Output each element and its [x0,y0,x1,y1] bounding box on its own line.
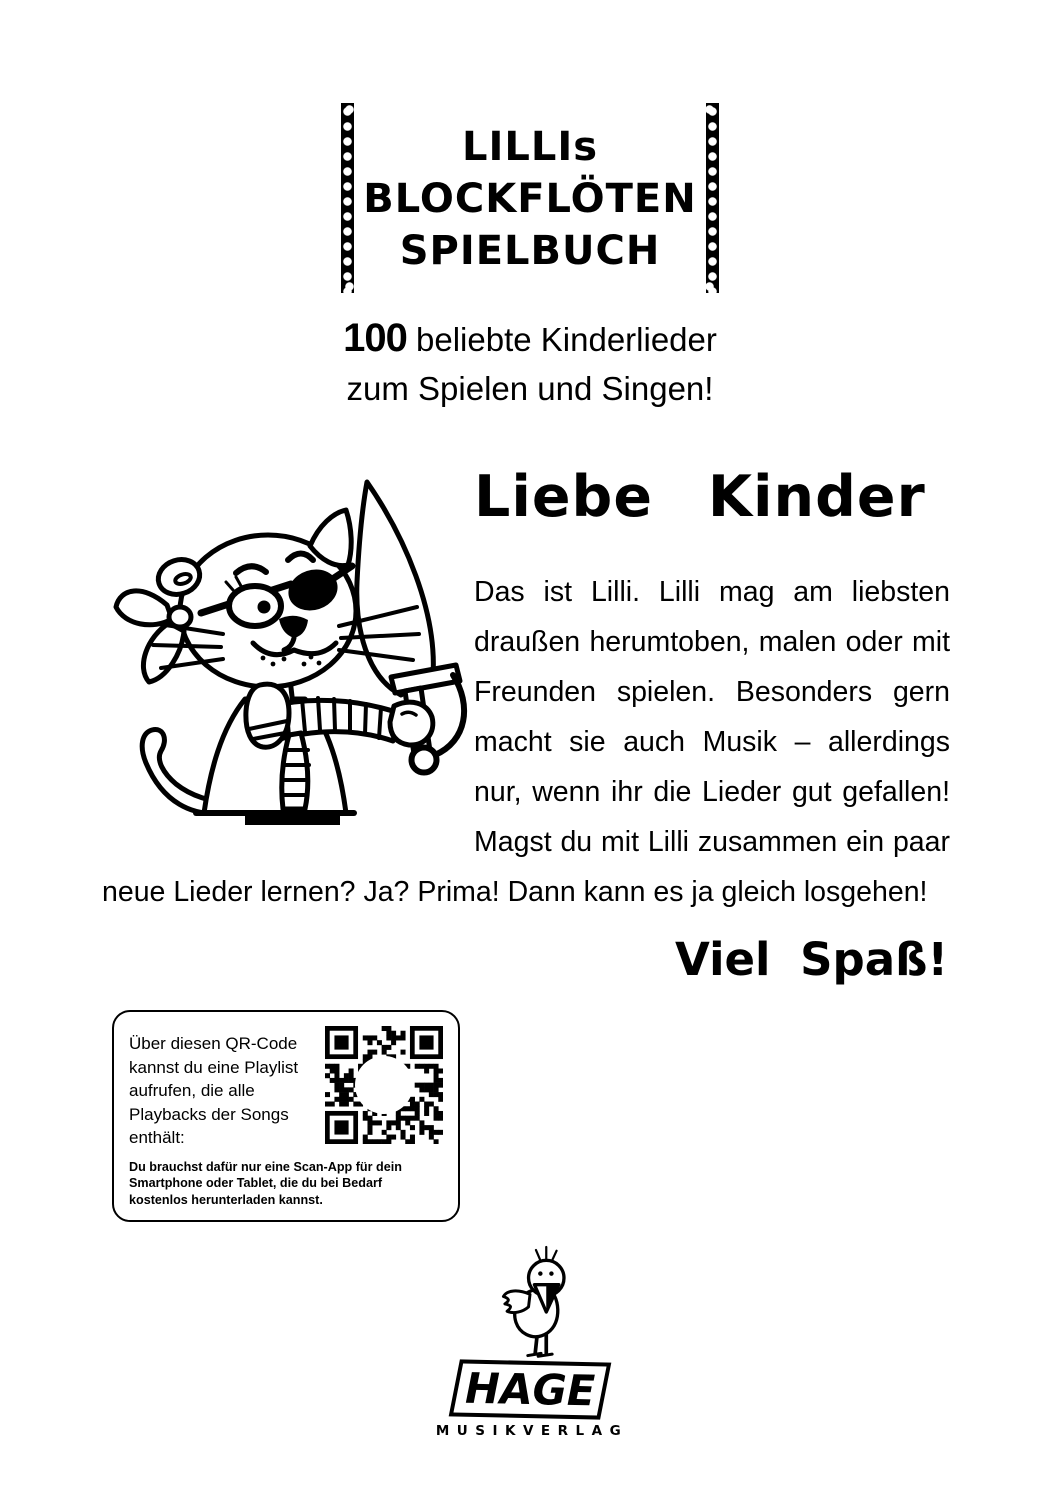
subtitle-rest: beliebte Kinderlieder [406,321,717,358]
subtitle-line-1 [0,317,1060,368]
qr-box-text: Über diesen QR-Code kannst du eine Playlist aufrufen, die alle Playbacks der Songs enthält: [129,1034,299,1147]
intro-heading: Liebe Kinder [474,464,926,530]
subtitle-number: 100 [343,316,407,360]
title-box-inner [354,103,706,293]
publisher-name: HAGE [460,1363,600,1416]
qr-box-note: Du brauchst dafür nur eine Scan-App für dein Smartphone oder Tablet, die du bei Bedarf kostenlos herunterladen kannst. [129,1159,402,1207]
title-line-1: LILLIs [461,124,599,170]
bird-mascot-icon [499,1244,595,1366]
qr-info-box [112,1010,460,1222]
publisher-tagline: MUSIKVERLAG [435,1423,629,1439]
title-box [341,103,719,293]
publisher-logo [0,1244,1060,1439]
subtitle [0,317,1060,410]
closing-line: Viel Spaß! [675,933,948,986]
qr-row [129,1026,443,1150]
publisher-name-box [449,1359,612,1419]
qr-code-icon [325,1026,443,1144]
intro-paragraph: Das ist Lilli. Lilli mag am liebsten draußen herumtoben, malen oder mit Freunden spielen. Besonders gern macht sie auch Musik – allerdings nur, wenn ihr die Lieder gut gefallen! Magst du mit Lilli zusammen ein paar neue Lieder lernen? Ja? Prima! Dann kann es ja gleich losgehen! [102,576,950,908]
subtitle-line-2: zum Spielen und Singen! [346,370,714,407]
intro-section [102,464,950,917]
title-line-2: BLOCKFLÖTEN [363,176,697,222]
title-line-3: SPIELBUCH [399,228,661,274]
pirate-cat-icon [102,467,468,867]
